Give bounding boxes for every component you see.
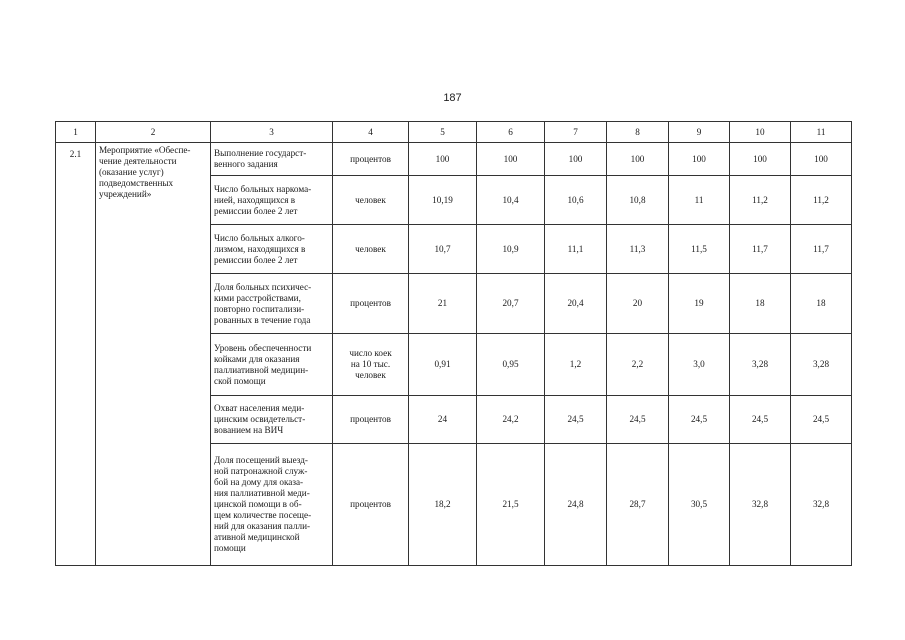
header-cell: 1	[56, 122, 96, 143]
value-cell: 19	[669, 274, 730, 334]
value-cell: 100	[730, 143, 791, 176]
value-cell: 11,5	[669, 225, 730, 274]
value-cell: 24,5	[607, 396, 669, 444]
value-cell: 10,7	[409, 225, 477, 274]
value-cell: 0,91	[409, 334, 477, 396]
table-row	[56, 143, 852, 176]
unit-of-measure: человек	[333, 176, 409, 225]
unit-of-measure: число коек на 10 тыс. человек	[333, 334, 409, 396]
value-cell: 24,2	[477, 396, 545, 444]
value-cell: 30,5	[669, 444, 730, 566]
indicator-name: Число больных алкого- лизмом, находящихся в ремиссии более 2 лет	[211, 225, 333, 274]
value-cell: 11,2	[730, 176, 791, 225]
value-cell: 10,4	[477, 176, 545, 225]
value-cell: 21	[409, 274, 477, 334]
value-cell: 32,8	[791, 444, 852, 566]
value-cell: 2,2	[607, 334, 669, 396]
unit-of-measure: человек	[333, 225, 409, 274]
value-cell: 21,5	[477, 444, 545, 566]
value-cell: 11,7	[730, 225, 791, 274]
header-cell: 7	[545, 122, 607, 143]
value-cell: 3,0	[669, 334, 730, 396]
value-cell: 24	[409, 396, 477, 444]
header-cell: 8	[607, 122, 669, 143]
value-cell: 11,7	[791, 225, 852, 274]
value-cell: 18,2	[409, 444, 477, 566]
value-cell: 10,6	[545, 176, 607, 225]
value-cell: 20,4	[545, 274, 607, 334]
value-cell: 100	[545, 143, 607, 176]
indicator-name: Охват населения меди- цинским освидетельст- вованием на ВИЧ	[211, 396, 333, 444]
header-cell: 11	[791, 122, 852, 143]
indicator-name: Доля больных психичес- кими расстройствами, повторно госпитализи- рованных в течение года	[211, 274, 333, 334]
unit-of-measure: процентов	[333, 143, 409, 176]
value-cell: 100	[409, 143, 477, 176]
value-cell: 20,7	[477, 274, 545, 334]
value-cell: 1,2	[545, 334, 607, 396]
value-cell: 18	[791, 274, 852, 334]
value-cell: 20	[607, 274, 669, 334]
value-cell: 100	[791, 143, 852, 176]
section-number: 2.1	[56, 143, 96, 566]
header-cell: 4	[333, 122, 409, 143]
value-cell: 24,5	[669, 396, 730, 444]
indicator-name: Число больных наркома- нией, находящихся в ремиссии более 2 лет	[211, 176, 333, 225]
value-cell: 24,8	[545, 444, 607, 566]
indicator-name: Уровень обеспеченности койками для оказания паллиативной медицин- ской помощи	[211, 334, 333, 396]
unit-of-measure: процентов	[333, 274, 409, 334]
value-cell: 11,2	[791, 176, 852, 225]
header-cell: 6	[477, 122, 545, 143]
value-cell: 11,1	[545, 225, 607, 274]
value-cell: 11	[669, 176, 730, 225]
header-cell: 5	[409, 122, 477, 143]
indicator-name: Выполнение государст- венного задания	[211, 143, 333, 176]
unit-of-measure: процентов	[333, 444, 409, 566]
value-cell: 10,8	[607, 176, 669, 225]
value-cell: 24,5	[730, 396, 791, 444]
indicators-table	[55, 121, 852, 566]
value-cell: 28,7	[607, 444, 669, 566]
indicator-name: Доля посещений выезд- ной патронажной служ- бой на дому для оказа- ния паллиативной меди- цинской помощи в об- щем количестве посеще- ний для оказания палли- ативной медицинской помощи	[211, 444, 333, 566]
value-cell: 100	[669, 143, 730, 176]
header-cell: 9	[669, 122, 730, 143]
value-cell: 24,5	[545, 396, 607, 444]
event-description: Мероприятие «Обеспе- чение деятельности (оказание услуг) подведомственных учреждений»	[96, 143, 211, 566]
header-row	[56, 122, 852, 143]
value-cell: 24,5	[791, 396, 852, 444]
value-cell: 18	[730, 274, 791, 334]
value-cell: 32,8	[730, 444, 791, 566]
value-cell: 3,28	[791, 334, 852, 396]
header-cell: 2	[96, 122, 211, 143]
page-number: 187	[443, 92, 462, 104]
value-cell: 100	[607, 143, 669, 176]
value-cell: 11,3	[607, 225, 669, 274]
value-cell: 10,19	[409, 176, 477, 225]
header-cell: 10	[730, 122, 791, 143]
value-cell: 10,9	[477, 225, 545, 274]
unit-of-measure: процентов	[333, 396, 409, 444]
value-cell: 0,95	[477, 334, 545, 396]
header-cell: 3	[211, 122, 333, 143]
value-cell: 100	[477, 143, 545, 176]
value-cell: 3,28	[730, 334, 791, 396]
